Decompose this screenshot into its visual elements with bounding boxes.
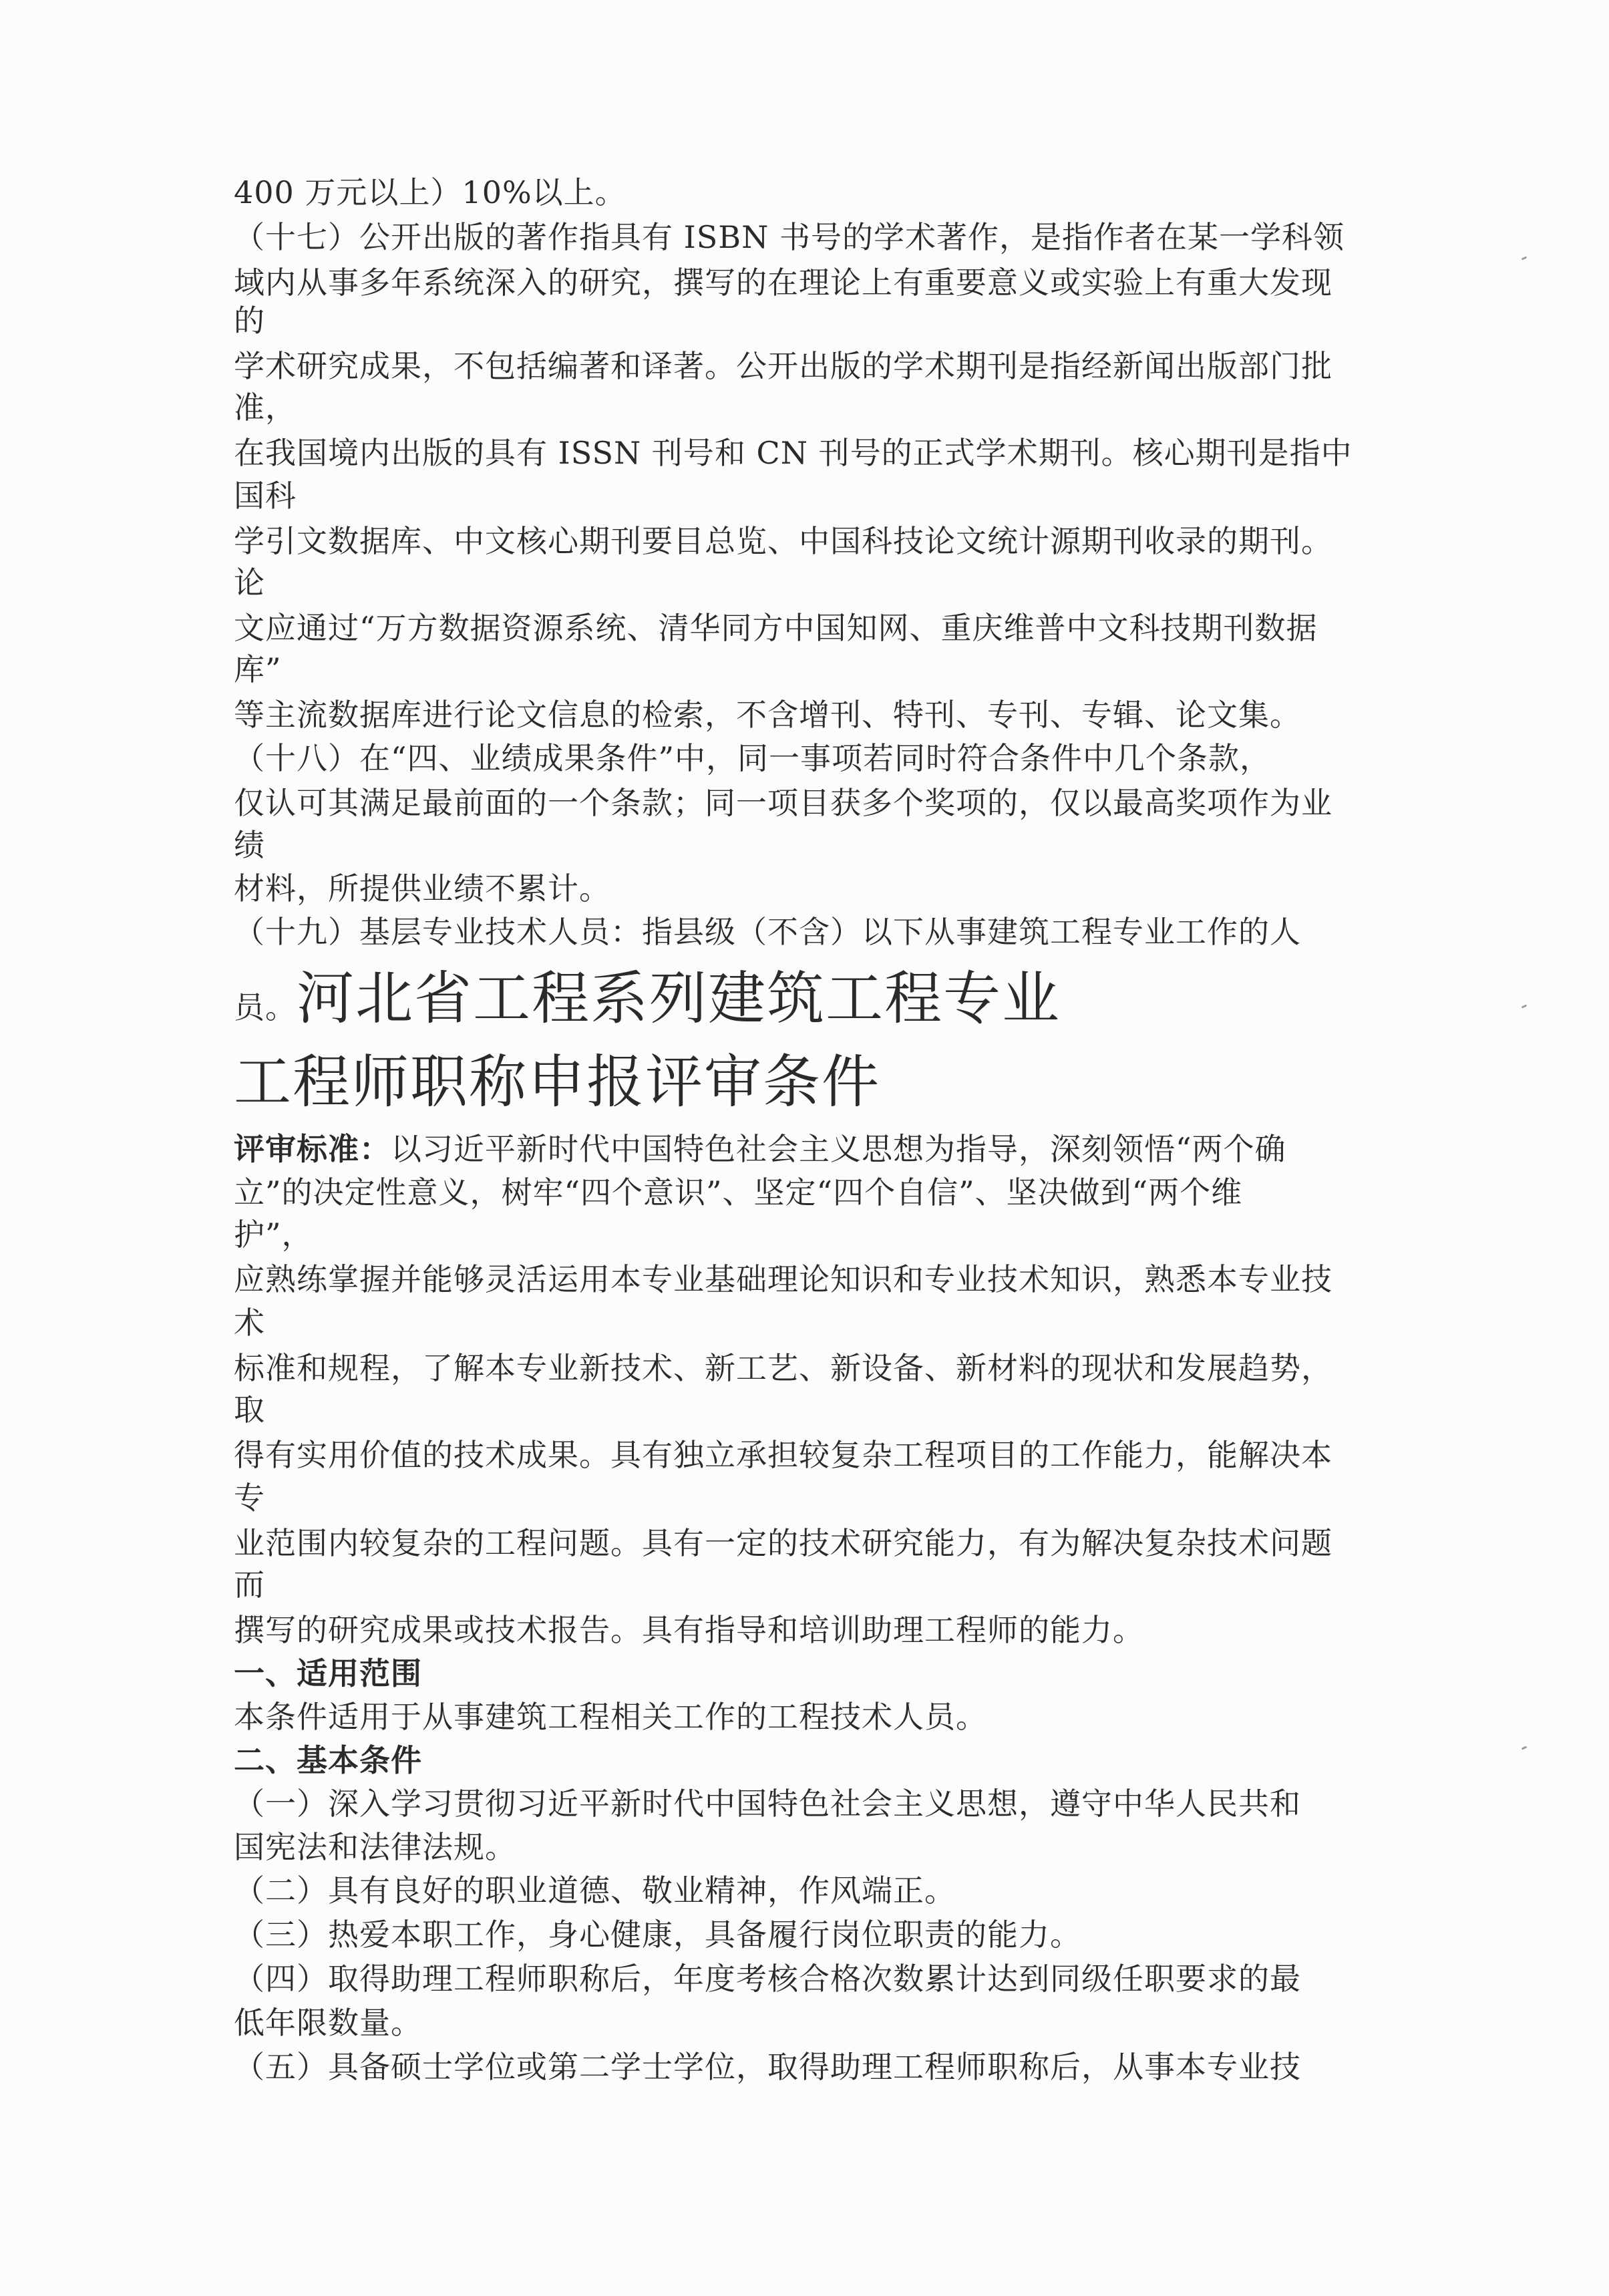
- scan-speck: [1522, 256, 1528, 260]
- text-line: 等主流数据库进行论文信息的检索，不含增刊、特刊、专刊、专辑、论文集。: [234, 697, 1301, 733]
- text-line: 的: [234, 303, 265, 339]
- standard-first-line: [234, 1129, 1286, 1169]
- text-line: （十九）基层专业技术人员：指县级（不含）以下从事建筑工程专业工作的人: [234, 914, 1301, 950]
- text-line: 低年限数量。: [234, 2005, 422, 2041]
- section-heading: 二、基本条件: [234, 1742, 422, 1778]
- text-line: 业范围内较复杂的工程问题。具有一定的技术研究能力，有为解决复杂技术问题: [234, 1525, 1332, 1561]
- text-line: 库”: [234, 651, 282, 687]
- text-line: 学引文数据库、中文核心期刊要目总览、中国科技论文统计源期刊收录的期刊。: [234, 523, 1332, 559]
- title-prefix: 员。: [234, 989, 297, 1025]
- text-line: 国宪法和法律法规。: [234, 1829, 516, 1865]
- text-line: 材料，所提供业绩不累计。: [234, 870, 610, 907]
- text-line: （二）具有良好的职业道德、敬业精神，作风端正。: [234, 1872, 956, 1909]
- text-line: 域内从事多年系统深入的研究，撰写的在理论上有重要意义或实验上有重大发现: [234, 265, 1332, 301]
- text-line: 标准和规程，了解本专业新技术、新工艺、新设备、新材料的现状和发展趋势，: [234, 1350, 1332, 1386]
- text-line: 术: [234, 1305, 265, 1341]
- text-line: 应熟练掌握并能够灵活运用本专业基础理论知识和专业技术知识，熟悉本专业技: [234, 1261, 1332, 1297]
- standard-label: 评审标准：: [234, 1131, 391, 1167]
- text-line: 400 万元以上）10%以上。: [234, 174, 627, 210]
- text-line: （三）热爱本职工作，身心健康，具备履行岗位职责的能力。: [234, 1917, 1081, 1953]
- text-line: 准，: [234, 389, 297, 426]
- text-line: （一）深入学习贯彻习近平新时代中国特色社会主义思想，遵守中华人民共和: [234, 1786, 1301, 1822]
- text-line: 绩: [234, 827, 265, 863]
- scan-speck: [1522, 1746, 1528, 1750]
- text-line: 得有实用价值的技术成果。具有独立承担较复杂工程项目的工作能力，能解决本: [234, 1437, 1332, 1473]
- text-line: 护”，: [234, 1216, 313, 1253]
- text-line: （四）取得助理工程师职称后，年度考核合格次数累计达到同级任职要求的最: [234, 1961, 1301, 1997]
- text-line: 学术研究成果，不包括编著和译著。公开出版的学术期刊是指经新闻出版部门批: [234, 348, 1332, 384]
- text-line: 而: [234, 1567, 265, 1603]
- document-title-line-2: 工程师职称申报评审条件: [234, 1049, 880, 1116]
- text-line: 专: [234, 1480, 265, 1516]
- text-line: 文应通过“万方数据资源系统、清华同方中国知网、重庆维普中文科技期刊数据: [234, 610, 1318, 646]
- scan-speck: [1522, 1004, 1528, 1008]
- standard-text: 以习近平新时代中国特色社会主义思想为指导，深刻领悟“两个确: [391, 1131, 1286, 1167]
- text-line: （十八）在“四、业绩成果条件”中，同一事项若同时符合条件中几个条款，: [234, 740, 1272, 776]
- text-line: 仅认可其满足最前面的一个条款；同一项目获多个奖项的，仅以最高奖项作为业: [234, 785, 1332, 821]
- text-line: 本条件适用于从事建筑工程相关工作的工程技术人员。: [234, 1699, 987, 1735]
- text-line: 国科: [234, 478, 297, 514]
- text-line: 论: [234, 564, 265, 601]
- text-line: （十七）公开出版的著作指具有 ISBN 书号的学术著作，是指作者在某一学科领: [234, 219, 1345, 255]
- section-heading: 一、适用范围: [234, 1655, 422, 1691]
- document-title-line-1: [234, 962, 1061, 1044]
- title-text: 河北省工程系列建筑工程专业: [297, 965, 1061, 1032]
- text-line: 立”的决定性意义，树牢“四个意识”、坚定“四个自信”、坚决做到“两个维: [234, 1174, 1243, 1210]
- text-line: （五）具备硕士学位或第二学士学位，取得助理工程师职称后，从事本专业技: [234, 2049, 1301, 2085]
- text-line: 撰写的研究成果或技术报告。具有指导和培训助理工程师的能力。: [234, 1612, 1144, 1648]
- text-line: 取: [234, 1391, 265, 1428]
- text-line: 在我国境内出版的具有 ISSN 刊号和 CN 刊号的正式学术期刊。核心期刊是指中: [234, 435, 1353, 471]
